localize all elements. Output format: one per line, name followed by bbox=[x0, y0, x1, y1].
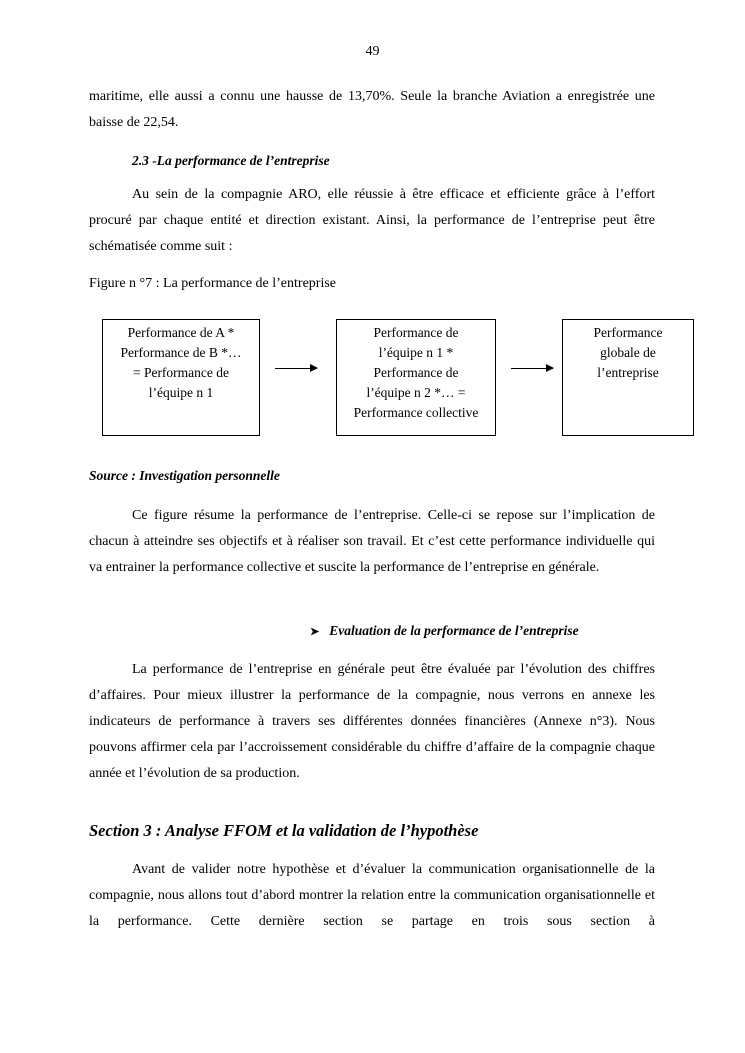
section-title: Section 3 : Analyse FFOM et la validation de l’hypothèse bbox=[89, 821, 479, 840]
box2-line: Performance de bbox=[373, 325, 459, 340]
page-number: 49 bbox=[365, 44, 380, 59]
box3-line: Performance bbox=[593, 325, 663, 340]
arrow-right-icon bbox=[275, 368, 317, 369]
arrow-right-icon bbox=[511, 368, 553, 369]
box3-line: l’entreprise bbox=[597, 365, 659, 380]
diagram-box-collective bbox=[336, 319, 496, 436]
figure-source: Source : Investigation personnelle bbox=[89, 468, 280, 483]
box2-line: Performance de bbox=[373, 365, 459, 380]
box1-line: = Performance de bbox=[132, 365, 230, 380]
box3-line: globale de bbox=[600, 345, 656, 360]
sub-heading-text: Evaluation de la performance de l’entreprise bbox=[329, 623, 579, 638]
paragraph-figure-summary: Ce figure résume la performance de l’entreprise. Celle-ci se repose sur l’implication de chacun à atteindre ses objectifs et à réaliser son travail. Et c’est cette performance individuelle qui va entrainer la performance collective et suscite la performance de l’entreprise en générale. bbox=[89, 508, 655, 575]
paragraph-section-3: Avant de valider notre hypothèse et d’évaluer la communication organisationnelle de la compagnie, nous allons tout d’abord montrer la relation entre la communication organisationnelle et la performance. Cette dernière section se partage en trois sous section à bbox=[89, 862, 655, 929]
sub-heading-evaluation bbox=[310, 623, 579, 639]
paragraph-intro: maritime, elle aussi a connu une hausse de 13,70%. Seule la branche Aviation a enregistrée une baisse de 22,54. bbox=[89, 89, 655, 130]
paragraph-evaluation: La performance de l’entreprise en générale peut être évaluée par l’évolution des chiffres d’affaires. Pour mieux illustrer la performance de la compagnie, nous verrons en annexe les indicateurs de performance à travers ses différentes données financières (Annexe n°3). Nous pouvons affirmer cela par l’accroissement considérable du chiffre d’affaire de la compagnie chaque année et l’évolution de sa production. bbox=[89, 662, 655, 781]
box2-line: l’équipe n 1 * bbox=[378, 345, 454, 360]
box1-line: l’équipe n 1 bbox=[148, 385, 214, 400]
box2-line: Performance collective bbox=[353, 405, 479, 420]
diagram-box-global bbox=[562, 319, 694, 436]
box1-line: Performance de B *… bbox=[120, 345, 242, 360]
box2-line: l’équipe n 2 *… = bbox=[366, 385, 466, 400]
figure-caption: Figure n °7 : La performance de l’entreprise bbox=[89, 276, 336, 291]
paragraph-aro: Au sein de la compagnie ARO, elle réussie à être efficace et efficiente grâce à l’effort procuré par chaque entité et direction existant. Ainsi, la performance de l’entreprise peut être schématisée comme suit : bbox=[89, 187, 655, 254]
arrowhead-bullet-icon: ➤ bbox=[310, 626, 320, 638]
heading-2-3: 2.3 -La performance de l’entreprise bbox=[132, 153, 330, 168]
box1-line: Performance de A * bbox=[127, 325, 235, 340]
diagram-box-individual bbox=[102, 319, 260, 436]
